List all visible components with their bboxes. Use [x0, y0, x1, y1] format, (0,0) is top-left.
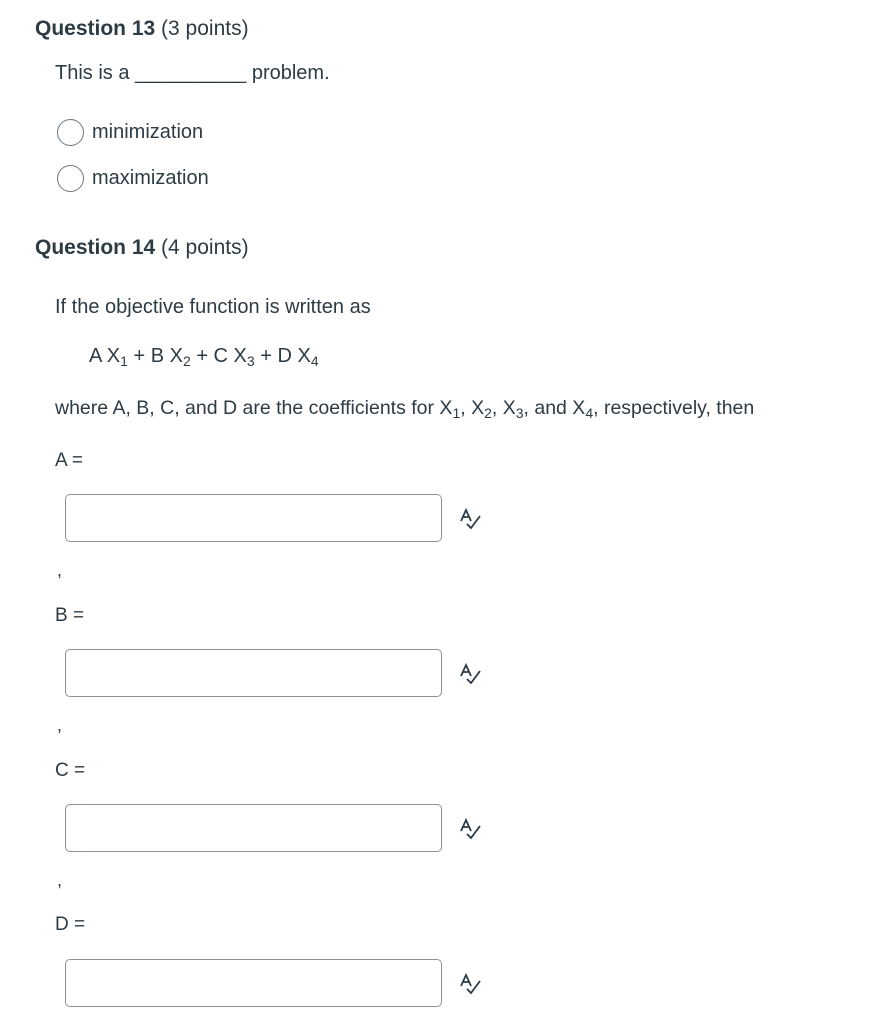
description-subscript: 1: [452, 405, 461, 421]
formula-subscript: 1: [120, 353, 128, 369]
input-d[interactable]: [65, 959, 442, 1007]
separator: ,: [57, 560, 63, 580]
formula-term: + B X: [127, 345, 183, 367]
question-14-intro: If the objective function is written as: [55, 296, 371, 318]
description-text: , X: [460, 397, 485, 419]
description-text: , X: [491, 397, 516, 419]
label-b: B =: [55, 605, 85, 626]
formula-subscript: 3: [246, 353, 255, 369]
formula-term: A X: [89, 345, 121, 367]
description-text: where A, B, C, and D are the coefficients for X: [55, 397, 453, 419]
separator: ,: [57, 715, 63, 735]
input-b[interactable]: [65, 649, 442, 697]
spellcheck-icon[interactable]: [457, 971, 483, 997]
description-text: , and X: [523, 397, 586, 419]
description-subscript: 2: [484, 405, 492, 421]
label-a: A =: [55, 450, 83, 471]
question-14-title: [35, 236, 249, 260]
formula-subscript: 2: [182, 353, 191, 369]
description-text: , respectively, then: [593, 397, 755, 419]
formula-term: + D X: [254, 345, 311, 367]
option-minimization[interactable]: [57, 119, 203, 146]
objective-function-formula: [89, 345, 319, 368]
description-subscript: 4: [585, 405, 594, 421]
label-c: C =: [55, 760, 86, 781]
input-a[interactable]: [65, 494, 442, 542]
spellcheck-icon[interactable]: [457, 816, 483, 842]
radio-maximization[interactable]: [57, 165, 84, 192]
spellcheck-icon[interactable]: [457, 506, 483, 532]
input-c[interactable]: [65, 804, 442, 852]
question-13-prompt: [55, 62, 330, 85]
option-maximization[interactable]: [57, 165, 209, 192]
option-label: maximization: [92, 167, 209, 189]
formula-term: + C X: [190, 345, 247, 367]
coefficients-description: [55, 397, 754, 420]
prompt-after: problem.: [251, 62, 330, 84]
formula-subscript: 4: [310, 353, 319, 369]
question-14-points: (4 points): [161, 236, 249, 259]
description-subscript: 3: [515, 405, 524, 421]
label-d: D =: [55, 914, 86, 935]
question-13-number: Question 13: [35, 17, 156, 40]
blank: __________: [135, 62, 247, 84]
separator: ,: [57, 870, 63, 890]
question-14-number: Question 14: [35, 236, 156, 259]
spellcheck-icon[interactable]: [457, 661, 483, 687]
prompt-before: This is a: [55, 62, 130, 84]
radio-minimization[interactable]: [57, 119, 84, 146]
question-13-title: [35, 17, 249, 41]
option-label: minimization: [92, 121, 204, 143]
question-13-points: (3 points): [161, 17, 249, 40]
